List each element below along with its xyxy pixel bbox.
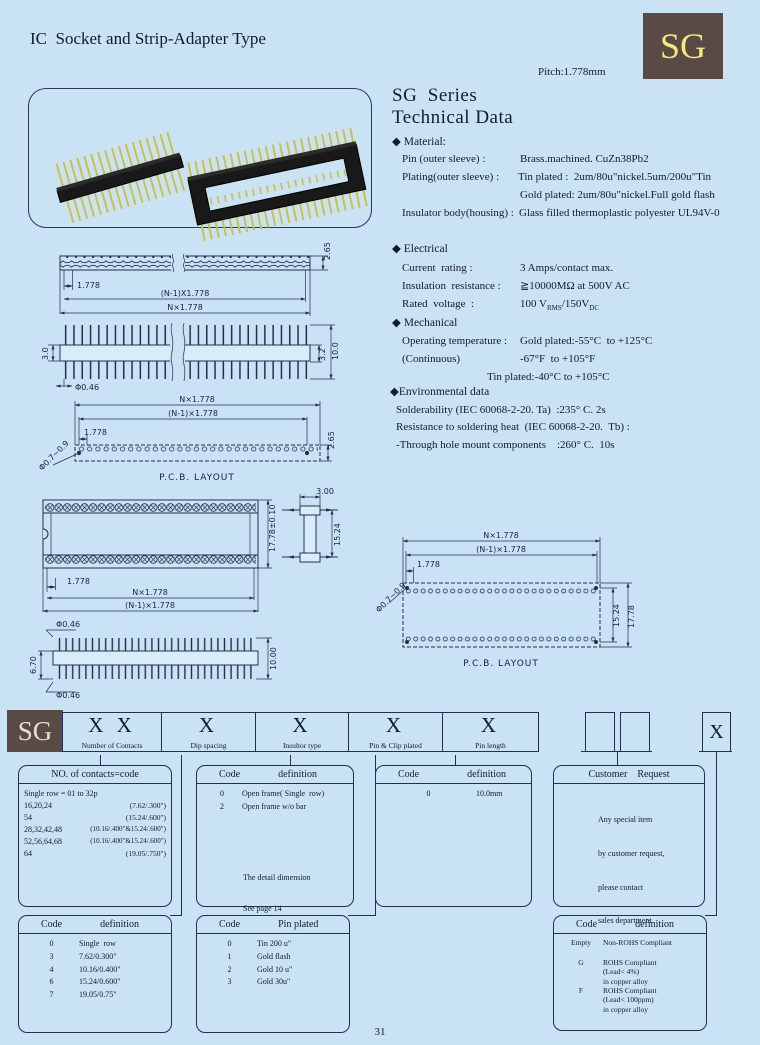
pcb-layout-1-drawing — [20, 393, 380, 485]
ordering-code-pin-length: X — [480, 713, 501, 737]
ordering-sg-text: SG — [17, 715, 53, 746]
page-number: 31 — [374, 1026, 386, 1038]
ordering-code-contacts: X X — [88, 713, 136, 737]
page-title: IC Socket and Strip-Adapter Type — [30, 29, 266, 48]
svg-text:3.00: 3.00 — [316, 487, 334, 496]
svg-text:(N-1)×1.778: (N-1)×1.778 — [476, 545, 526, 554]
current-rating-label: Current rating : — [402, 262, 473, 274]
rated-voltage-label: Rated voltage : — [402, 298, 475, 310]
svg-text:10.00: 10.00 — [269, 647, 278, 670]
ordering-label-insulator-type: Insultor type — [282, 741, 322, 750]
table-row: 7 19.05/0.75" — [49, 990, 117, 1000]
socket-side-profile — [282, 487, 342, 562]
insulator-table-note: The detail dimension See page 14 — [243, 872, 311, 913]
svg-text:3.2: 3.2 — [318, 348, 327, 361]
material-insulator-label: Insulator body(housing) : — [402, 207, 514, 219]
mechanical-title: ◆ Mechanical — [392, 317, 458, 329]
svg-text:15.24: 15.24 — [612, 604, 621, 627]
svg-text:P.C.B. LAYOUT: P.C.B. LAYOUT — [463, 659, 539, 669]
current-rating-value: 3 Amps/contact max. — [520, 262, 614, 274]
ordering-code-pin-clip-plated: X — [385, 713, 406, 737]
pin-length-table — [375, 765, 532, 907]
tin-plated-temp-value: Tin plated:-40°C to +105°C — [487, 371, 610, 383]
table-row: 0 Single row — [49, 939, 116, 948]
table-row: 0 Tin 200 u" — [227, 939, 292, 948]
table-row: 0 Open frame( Single row) — [220, 789, 325, 798]
table-row: 16,20,24 (7.62/.300") — [24, 801, 166, 810]
connector-pin-length — [455, 755, 456, 765]
ordering-suffix-code: X — [709, 721, 724, 743]
pitch-label: Pitch:1.778mm — [538, 66, 606, 78]
plated-table-header: Code Pin plated — [197, 916, 349, 934]
svg-text:P.C.B. LAYOUT: P.C.B. LAYOUT — [159, 473, 235, 483]
material-pin-label: Pin (outer sleeve) : — [402, 153, 486, 165]
customer-table-body: Any special item by customer request, please contact sales department — [598, 815, 665, 926]
svg-text:17.78±0.10: 17.78±0.10 — [268, 504, 277, 552]
continuous-value: -67°F to +105°F — [520, 353, 596, 365]
svg-text:Φ0.46: Φ0.46 — [56, 691, 81, 700]
svg-text:N×1.778: N×1.778 — [167, 303, 203, 312]
through-hole-line: -Through hole mount components :260° C. 10s — [396, 439, 615, 451]
connector-insulator — [290, 755, 291, 765]
svg-text:1.778: 1.778 — [417, 560, 440, 569]
material-title: ◆ Material: — [392, 136, 446, 148]
ordering-cell-dip-spacing — [161, 712, 256, 752]
socket-pin-side-drawing — [10, 612, 370, 712]
table-row: 64 (19.05/.750") — [24, 849, 166, 858]
svg-text:Φ0.7~0.9: Φ0.7~0.9 — [374, 580, 408, 615]
insulation-resistance-label: Insulation resistance : — [402, 280, 501, 292]
table-row: Empty Non-ROHS Compliant — [571, 938, 672, 947]
svg-text:2.65: 2.65 — [323, 242, 332, 260]
table-row: 54 (15.24/.600") — [24, 813, 166, 822]
svg-text:1.778: 1.778 — [67, 577, 90, 586]
rohs-table-header: Code definition — [554, 916, 706, 934]
ordering-label-contacts: Number of Contacts — [81, 741, 143, 750]
connector-contacts — [100, 755, 101, 765]
environmental-title: ◆Environmental data — [390, 386, 490, 398]
pin-plated-table — [196, 915, 350, 1033]
svg-text:2.65: 2.65 — [327, 431, 336, 449]
connector-customer — [617, 751, 618, 765]
material-plating-label: Plating(outer sleeve) : — [402, 171, 500, 183]
material-insulator-value: Glass filled thermoplastic polyester UL94V-0 — [519, 207, 720, 219]
table-row: 3 Gold 30u" — [227, 977, 291, 987]
table-row: 1 Gold flash — [227, 951, 291, 961]
solderability-line: Solderability (IEC 60068-2-20. Ta) :235° C. 2s — [396, 404, 606, 416]
table-row: G ROHS Compliant (Lead< 4%) in copper alloy — [578, 957, 657, 986]
product-photo — [28, 88, 370, 226]
brand-logo-text: SG — [659, 26, 707, 66]
customer-table-header: Customer Request — [554, 766, 704, 784]
rated-voltage-value: 100 $V_{RMS}/150V_{DC}$ — [520, 298, 600, 313]
ordering-blank-box-2 — [620, 712, 650, 752]
svg-text:Φ0.46: Φ0.46 — [75, 383, 100, 392]
brand-logo — [643, 13, 723, 79]
table-row: 28,32,42,48 (10.16/.400"&15.24/.600") — [24, 825, 166, 834]
ordering-cell-pin-clip-plated — [348, 712, 443, 752]
svg-text:10.0: 10.0 — [331, 342, 340, 360]
socket-top-view-drawing — [20, 488, 380, 620]
insulator-type-table — [196, 765, 354, 913]
svg-text:Φ0.46: Φ0.46 — [56, 620, 81, 629]
rohs-table — [553, 915, 707, 1031]
strip-top-view-drawing — [20, 236, 380, 320]
pcb-layout-2-drawing — [375, 525, 665, 673]
ordering-suffix-box — [702, 712, 731, 752]
connector-suffix-jog — [705, 915, 717, 916]
connector-dip-spacing — [181, 755, 182, 915]
material-plating-value-1: Tin plated : 2um/80u"nickel.5um/200u"Tin — [518, 171, 712, 183]
ordering-label-pin-length: Pin length — [475, 741, 506, 750]
ordering-cell-contacts — [62, 712, 162, 752]
svg-text:3.0: 3.0 — [41, 347, 50, 360]
svg-text:(N-1)×1.778: (N-1)×1.778 — [168, 409, 218, 418]
ordering-label-pin-clip-plated: Pin & Clip plated — [369, 741, 422, 750]
product-socket — [184, 128, 369, 242]
table-row: 2 Open frame w/o bar — [220, 801, 307, 811]
insulation-resistance-value: ≧10000MΩ at 500V AC — [520, 280, 630, 292]
continuous-label: (Continuous) — [402, 353, 461, 365]
table-row: 4 10.16/0.400" — [49, 964, 121, 974]
ordering-cell-pin-length — [442, 712, 539, 752]
table-row: F ROHS Compliant (Lead< 100ppm) in copper alloy — [578, 985, 657, 1014]
ordering-cell-insulator-type — [255, 712, 349, 752]
svg-text:N×1.778: N×1.778 — [132, 588, 168, 597]
ordering-code-row — [63, 712, 539, 752]
ordering-code-insulator-type: X — [292, 713, 312, 737]
soldering-heat-line: Resistance to soldering heat (IEC 60068-2-20. Tb) : — [396, 421, 630, 433]
svg-text:Φ0.7~0.9: Φ0.7~0.9 — [37, 438, 71, 473]
connector-pin-plated-jog — [348, 915, 376, 916]
operating-temp-label: Operating temperature : — [402, 335, 508, 347]
svg-text:17.78: 17.78 — [627, 605, 636, 628]
material-plating-value-2: Gold plated: 2um/80u"nickel.Full gold flash — [520, 189, 715, 201]
svg-text:N×1.778: N×1.778 — [483, 531, 519, 540]
table-row: 52,56,64,68 (10.16/.400"&15.24/.600") — [24, 837, 166, 846]
connector-suffix — [716, 751, 717, 916]
operating-temp-value: Gold plated:-55°C to +125°C — [520, 335, 653, 347]
electrical-title: ◆ Electrical — [392, 243, 448, 255]
contacts-code-table — [18, 765, 172, 907]
dip-spacing-table — [18, 915, 172, 1033]
insulator-table-header: Code definition — [197, 766, 353, 784]
dip-table-header: Code definition — [19, 916, 171, 934]
ordering-label-dip-spacing: Dip spacing — [190, 741, 227, 750]
svg-text:1.778: 1.778 — [84, 428, 107, 437]
product-strip — [50, 131, 190, 225]
svg-text:15.24: 15.24 — [333, 523, 342, 546]
table-row: 3 7.62/0.300" — [49, 951, 117, 961]
connector-dip-jog — [170, 915, 182, 916]
ordering-blank-box-1 — [585, 712, 615, 752]
contacts-intro: Single row = 01 to 32p — [24, 789, 98, 798]
series-heading-2: Technical Data — [392, 107, 514, 128]
table-row: 0 10.0mm — [426, 789, 503, 798]
svg-text:1.778: 1.778 — [77, 281, 100, 290]
series-heading-1: SG Series — [392, 85, 478, 106]
svg-text:N×1.778: N×1.778 — [179, 395, 215, 404]
svg-text:(N-1)X1.778: (N-1)X1.778 — [160, 289, 210, 298]
table-row: 6 15.24/0.600" — [49, 977, 121, 987]
contacts-table-header: NO. of contacts=code — [19, 766, 171, 784]
ordering-code-dip-spacing: X — [198, 713, 219, 737]
table-row: 2 Gold 10 u" — [227, 964, 293, 974]
svg-text:6.70: 6.70 — [29, 656, 38, 674]
pin-length-table-header: Code definition — [376, 766, 531, 784]
svg-text:(N-1)×1.778: (N-1)×1.778 — [125, 601, 175, 610]
ordering-sg-box — [7, 710, 63, 752]
material-pin-value: Brass.machined. CuZn38Pb2 — [520, 153, 649, 165]
